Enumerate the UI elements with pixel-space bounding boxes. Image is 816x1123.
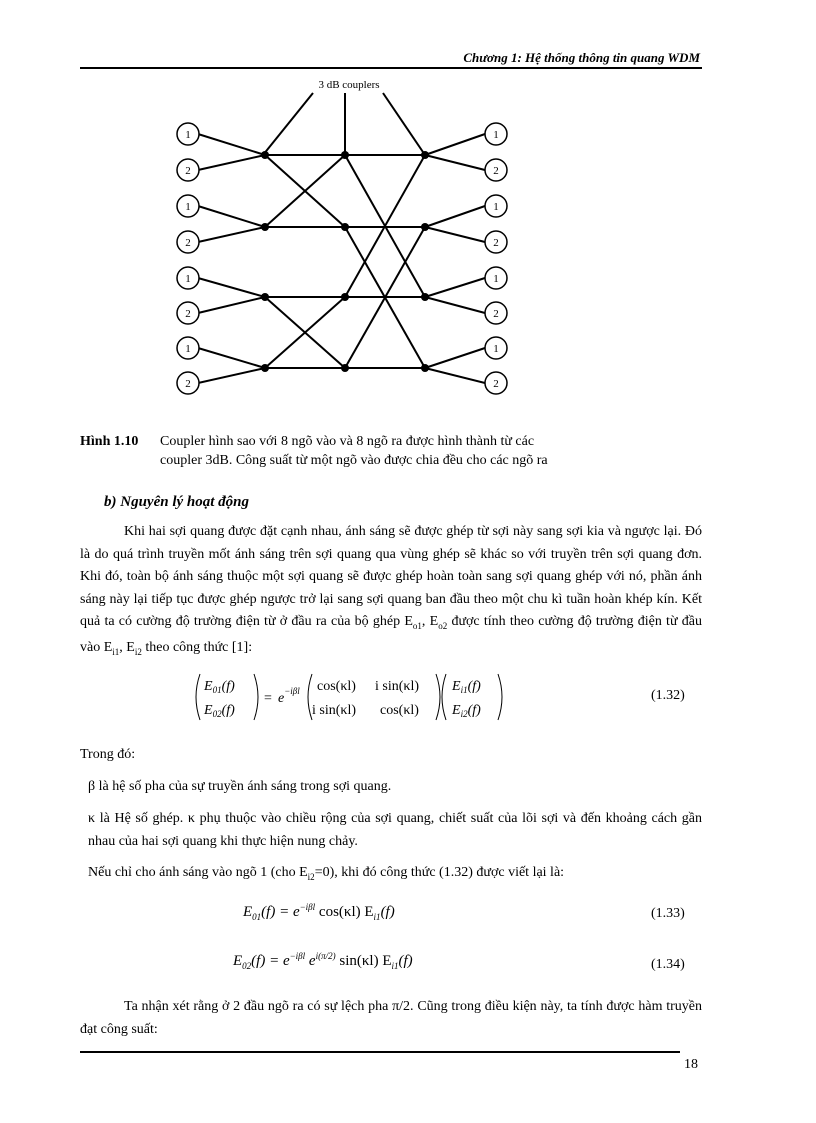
input-port-label: 1 <box>185 273 191 285</box>
footer-rule <box>80 1051 680 1053</box>
matrix-m11: cos(κl) <box>317 679 356 694</box>
equation-number-1-33: (1.33) <box>651 906 685 921</box>
paren-left <box>196 674 200 720</box>
section-title: b) Nguyên lý hoạt động <box>104 494 250 510</box>
fiber-line <box>425 278 485 297</box>
output-port-label: 1 <box>493 129 499 141</box>
paren-left-2 <box>442 674 446 720</box>
output-port-label: 2 <box>493 308 499 320</box>
coupler-node <box>261 223 269 231</box>
fiber-line <box>198 227 265 242</box>
fiber-line <box>425 368 485 383</box>
only-port1-text: Nếu chỉ cho ánh sáng vào ngõ 1 (cho $E_{i2}=0$), khi đó công thức (1.32) được viết lại là: <box>88 865 565 882</box>
coupler-node <box>421 151 429 159</box>
paren-right <box>254 674 258 720</box>
caption-label: Hình 1.10 <box>80 434 139 449</box>
fiber-line <box>425 348 485 368</box>
output-port-label: 2 <box>493 378 499 390</box>
star-coupler-diagram <box>0 0 816 420</box>
coupler-label: 3 dB couplers <box>318 79 380 91</box>
output-port-label: 1 <box>493 273 499 285</box>
output-port-label: 1 <box>493 201 499 213</box>
equation-number-1-32: (1.32) <box>651 688 685 703</box>
fiber-line <box>198 348 265 368</box>
fiber-line <box>198 368 265 383</box>
coupler-node <box>341 293 349 301</box>
equation-1-34: $E_{02}(f) = e^{-i\beta l}$ $e^{i(\pi/2)}$ sin(κl) $E_{i1}(f)$ <box>233 951 413 971</box>
eq-Ei1: $E_{i1}(f)$ <box>452 679 481 695</box>
input-port-label: 2 <box>185 308 191 320</box>
fiber-line <box>198 297 265 313</box>
input-port-label: 2 <box>185 237 191 249</box>
fiber-line <box>425 297 485 313</box>
coupler-node <box>341 151 349 159</box>
matrix-m21: i sin(κl) <box>312 703 356 718</box>
output-port-label: 2 <box>493 165 499 177</box>
fiber-line <box>198 206 265 227</box>
matrix-paren-right <box>436 674 440 720</box>
input-port-label: 2 <box>185 378 191 390</box>
matrix-m12: i sin(κl) <box>375 679 419 694</box>
page-number: 18 <box>684 1057 698 1072</box>
fiber-line <box>425 155 485 170</box>
fiber-line <box>425 134 485 155</box>
input-port-label: 1 <box>185 129 191 141</box>
coupler-node <box>261 293 269 301</box>
matrix-m22: cos(κl) <box>380 703 419 718</box>
running-header: Chương 1: Hệ thống thông tin quang WDM <box>463 50 700 65</box>
pointer-line-left <box>263 93 313 155</box>
equation-number-1-34: (1.34) <box>651 957 685 972</box>
beta-definition: β là hệ số pha của sự truyền ánh sáng trong sợi quang. <box>88 779 392 794</box>
caption-line-1: Coupler hình sao với 8 ngõ vào và 8 ngõ ra được hình thành từ các <box>160 434 535 449</box>
input-port-label: 1 <box>185 201 191 213</box>
paragraph-principle-text: Khi hai sợi quang được đặt cạnh nhau, ánh sáng sẽ được ghép từ sợi này sang sợi kia và ngược lại. Đó là do quá trình truyền mốt ánh sáng trên sợi quang qua vùng ghép sẽ khác so với truyền trên sợi quang đơn. Khi đó, toàn bộ ánh sáng thuộc một sợi quang sẽ được ghép hoàn toàn sang sợi quang ghép với nó, phần ánh sáng này lại tiếp tục được ghép ngược trở lại sang sợi quang ban đầu theo một chu kì tuần hoàn khép kín. Kết quả ta có cường độ trường điện từ ở đầu ra của bộ ghép E <box>80 524 702 629</box>
paragraph-phase: Ta nhận xét rằng ở 2 đầu ngõ ra có sự lệch pha π/2. Cũng trong điều kiện này, ta tính được hàm truyền đạt công suất: <box>80 999 702 1037</box>
eq-exp: $e^{-i\beta l}$ <box>278 686 300 706</box>
coupler-node <box>261 364 269 372</box>
input-port-label: 1 <box>185 343 191 355</box>
equation-1-32 <box>190 670 520 724</box>
caption-line-2: coupler 3dB. Công suất từ một ngõ vào được chia đều cho các ngõ ra <box>160 453 548 468</box>
eq-E02: $E_{02}(f)$ <box>204 703 235 719</box>
kappa-definition: κ là Hệ số ghép. κ phụ thuộc vào chiều rộng của sợi quang, chiết suất của lõi sợi và đến khoảng cách gần nhau của hai sợi quang khi thực hiện nung chảy. <box>88 811 702 849</box>
output-port-label: 1 <box>493 343 499 355</box>
eq-Ei2: $E_{i2}(f)$ <box>452 703 481 719</box>
paren-right-2 <box>498 674 502 720</box>
fiber-line <box>425 227 485 242</box>
pointer-line-right <box>383 93 425 155</box>
coupler-node <box>261 151 269 159</box>
equation-1-33: $E_{01}(f) = e^{-i\beta l}$ cos(κl) $E_{i1}(f)$ <box>243 902 395 922</box>
coupler-node <box>421 293 429 301</box>
fiber-line <box>198 278 265 297</box>
paragraph-principle: Khi hai sợi quang được đặt cạnh nhau, ánh sáng sẽ được ghép từ sợi này sang sợi kia và ngược lại. Đó là do quá trình truyền mốt ánh sáng trên sợi quang qua vùng ghép sẽ khác so với truyền trên sợi quang đơn. Khi đó, toàn bộ ánh sáng thuộc một sợi quang sẽ được ghép hoàn toàn sang sợi quang ghép với nó, phần ánh sáng này lại tiếp tục được ghép ngược trở lại sang sợi quang ban đầu theo một chu kì tuần hoàn khép kín. Kết quả ta có cường độ trường điện từ ở đầu ra của bộ ghép $E_{o1}$, $E_{o2}$ được tính theo cường độ trường điện từ đầu vào $E_{i1}$, $E_{i2}$ theo công thức [1]: <box>80 524 702 658</box>
eq-equals: = <box>264 691 272 706</box>
fiber-line <box>425 206 485 227</box>
trong-do-label: Trong đó: <box>80 747 136 762</box>
coupler-node <box>341 223 349 231</box>
fiber-line <box>198 134 265 155</box>
coupler-node <box>341 364 349 372</box>
eq-E01: $E_{01}(f)$ <box>204 679 235 695</box>
fiber-line <box>198 155 265 170</box>
coupler-node <box>421 223 429 231</box>
coupler-node <box>421 364 429 372</box>
output-port-label: 2 <box>493 237 499 249</box>
input-port-label: 2 <box>185 165 191 177</box>
